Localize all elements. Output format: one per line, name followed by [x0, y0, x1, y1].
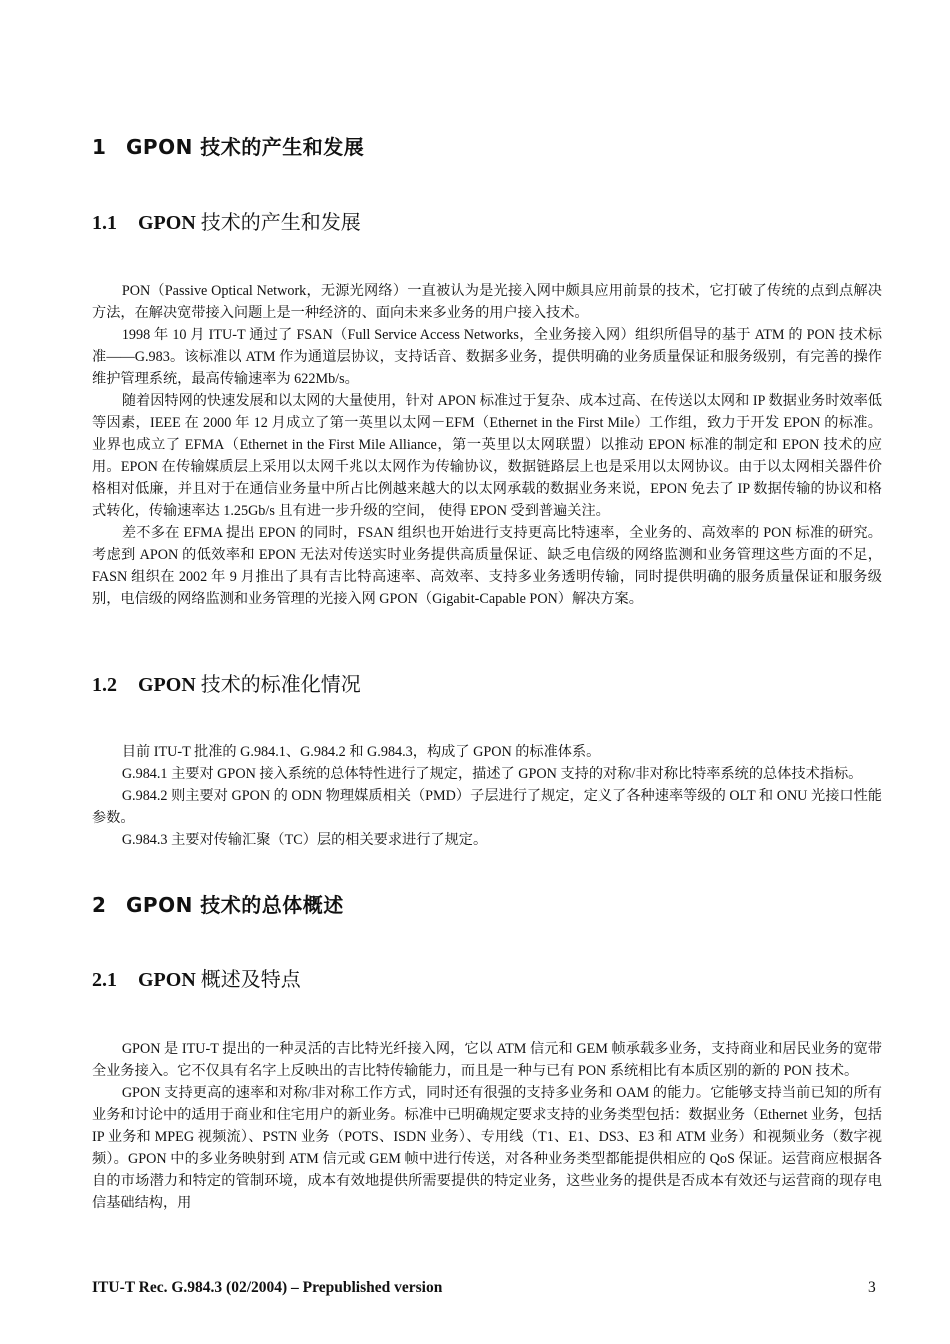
section-heading-1	[92, 131, 364, 160]
paragraph: G.984.2 则主要对 GPON 的 ODN 物理媒质相关（PMD）子层进行了规定，定义了各种速率等级的 OLT 和 ONU 光接口性能参数。	[92, 788, 882, 826]
paragraph: GPON 是 ITU-T 提出的一种灵活的吉比特光纤接入网，它以 ATM 信元和 GEM 帧承载多业务，支持商业和居民业务的宽带全业务接入。它不仅具有名字上反映出的吉比特传输能力，而且是一种与已有 PON 系统相比有本质区别的新的 PON 技术。	[92, 1041, 882, 1079]
body-text-1-1	[92, 280, 882, 610]
section-title-lead: GPON	[126, 135, 193, 159]
section-heading-2	[92, 889, 344, 918]
paragraph: 1998 年 10 月 ITU-T 通过了 FSAN（Full Service Access Networks，全业务接入网）组织所倡导的基于 ATM 的 PON 技术标准——G.983。该标准以 ATM 作为通道层协议，支持话音、数据多业务，提供明确的业务质量保证和服务级别，有完善的操作维护管理系统，最高传输速率为 622Mb/s。	[92, 327, 882, 387]
section-title: 技术的标准化情况	[195, 674, 361, 696]
paragraph: PON（Passive Optical Network，无源光网络）一直被认为是光接入网中颇具应用前景的技术，它打破了传统的点到点解决方法，在解决宽带接入问题上是一种经济的、面向未来多业务的用户接入技术。	[92, 283, 882, 321]
section-title-lead: GPON	[138, 212, 196, 234]
section-heading-1-1	[92, 206, 361, 235]
footer-document-id: ITU-T Rec. G.984.3 (02/2004) – Prepublished version	[92, 1279, 443, 1296]
paragraph: 目前 ITU-T 批准的 G.984.1、G.984.2 和 G.984.3，构成了 GPON 的标准体系。	[121, 744, 601, 760]
paragraph: 随着因特网的快速发展和以太网的大量使用，针对 APON 标准过于复杂、成本过高、在传送以太网和 IP 数据业务时效率低等因素，IEEE 在 2000 年 12 月成立了第一英里以太网－EFM（Ethernet in the First Mile）工作组，致力于开发 EPON 的标准。业界也成立了 EFMA（Ethernet in the First Mile Alliance，第一英里以太网联盟）以推动 EPON 标准的制定和 EPON 技术的应用。EPON 在传输媒质层上采用以太网千兆以太网作为传输协议，数据链路层上也是采用以太网协议。由于以太网相关器件价格相对低廉，并且对于在通信业务量中所占比例越来越大的以太网承载的数据业务来说，EPON 免去了 IP 数据传输的协议和格式转化，传输速率达 1.25Gb/s 且有进一步升级的空间， 使得 EPON 受到普遍关注。	[92, 393, 882, 519]
body-text-1-2	[92, 741, 882, 851]
section-number: 2	[92, 893, 107, 917]
section-number: 1	[92, 135, 107, 159]
section-number: 2.1	[92, 969, 117, 991]
section-heading-1-2	[92, 668, 361, 697]
section-title-lead: GPON	[126, 893, 193, 917]
section-number: 1.2	[92, 674, 117, 696]
section-title: 技术的产生和发展	[192, 135, 365, 159]
section-title-lead: GPON	[138, 674, 196, 696]
body-text-2-1	[92, 1038, 882, 1214]
section-title: 技术的总体概述	[192, 893, 344, 917]
section-title: 概述及特点	[195, 969, 301, 991]
section-title: 技术的产生和发展	[195, 212, 361, 234]
paragraph: G.984.3 主要对传输汇聚（TC）层的相关要求进行了规定。	[121, 832, 488, 848]
paragraph: G.984.1 主要对 GPON 接入系统的总体特性进行了规定，描述了 GPON 支持的对称/非对称比特率系统的总体技术指标。	[121, 766, 863, 782]
section-number: 1.1	[92, 212, 117, 234]
section-title-lead: GPON	[138, 969, 196, 991]
section-heading-2-1	[92, 963, 301, 992]
paragraph: 差不多在 EFMA 提出 EPON 的同时，FSAN 组织也开始进行支持更高比特速率，全业务的、高效率的 PON 标准的研究。考虑到 APON 的低效率和 EPON 无法对传送实时业务提供高质量保证、缺乏电信级的网络监测和业务管理这些方面的不足，FASN 组织在 2002 年 9 月推出了具有吉比特高速率、高效率、支持多业务透明传输，同时提供明确的服务质量保证和服务级别，电信级的网络监测和业务管理的光接入网 GPON（Gigabit-Capable PON）解决方案。	[92, 525, 882, 607]
footer-page-number: 3	[868, 1279, 876, 1296]
paragraph: GPON 支持更高的速率和对称/非对称工作方式，同时还有很强的支持多业务和 OAM 的能力。它能够支持当前已知的所有业务和讨论中的适用于商业和住宅用户的新业务。标准中已明确规定要求支持的业务类型包括：数据业务（Ethernet 业务，包括 IP 业务和 MPEG 视频流）、PSTN 业务（POTS、ISDN 业务）、专用线（T1、E1、DS3、E3 和 ATM 业务）和视频业务（数字视频）。GPON 中的多业务映射到 ATM 信元或 GEM 帧中进行传送，对各种业务类型都能提供相应的 QoS 保证。运营商应根据各自的市场潜力和特定的管制环境，成本有效地提供所需要提供的特定业务，这些业务的提供是否成本有效还与运营商的现存电信基础结构，用	[92, 1085, 882, 1211]
